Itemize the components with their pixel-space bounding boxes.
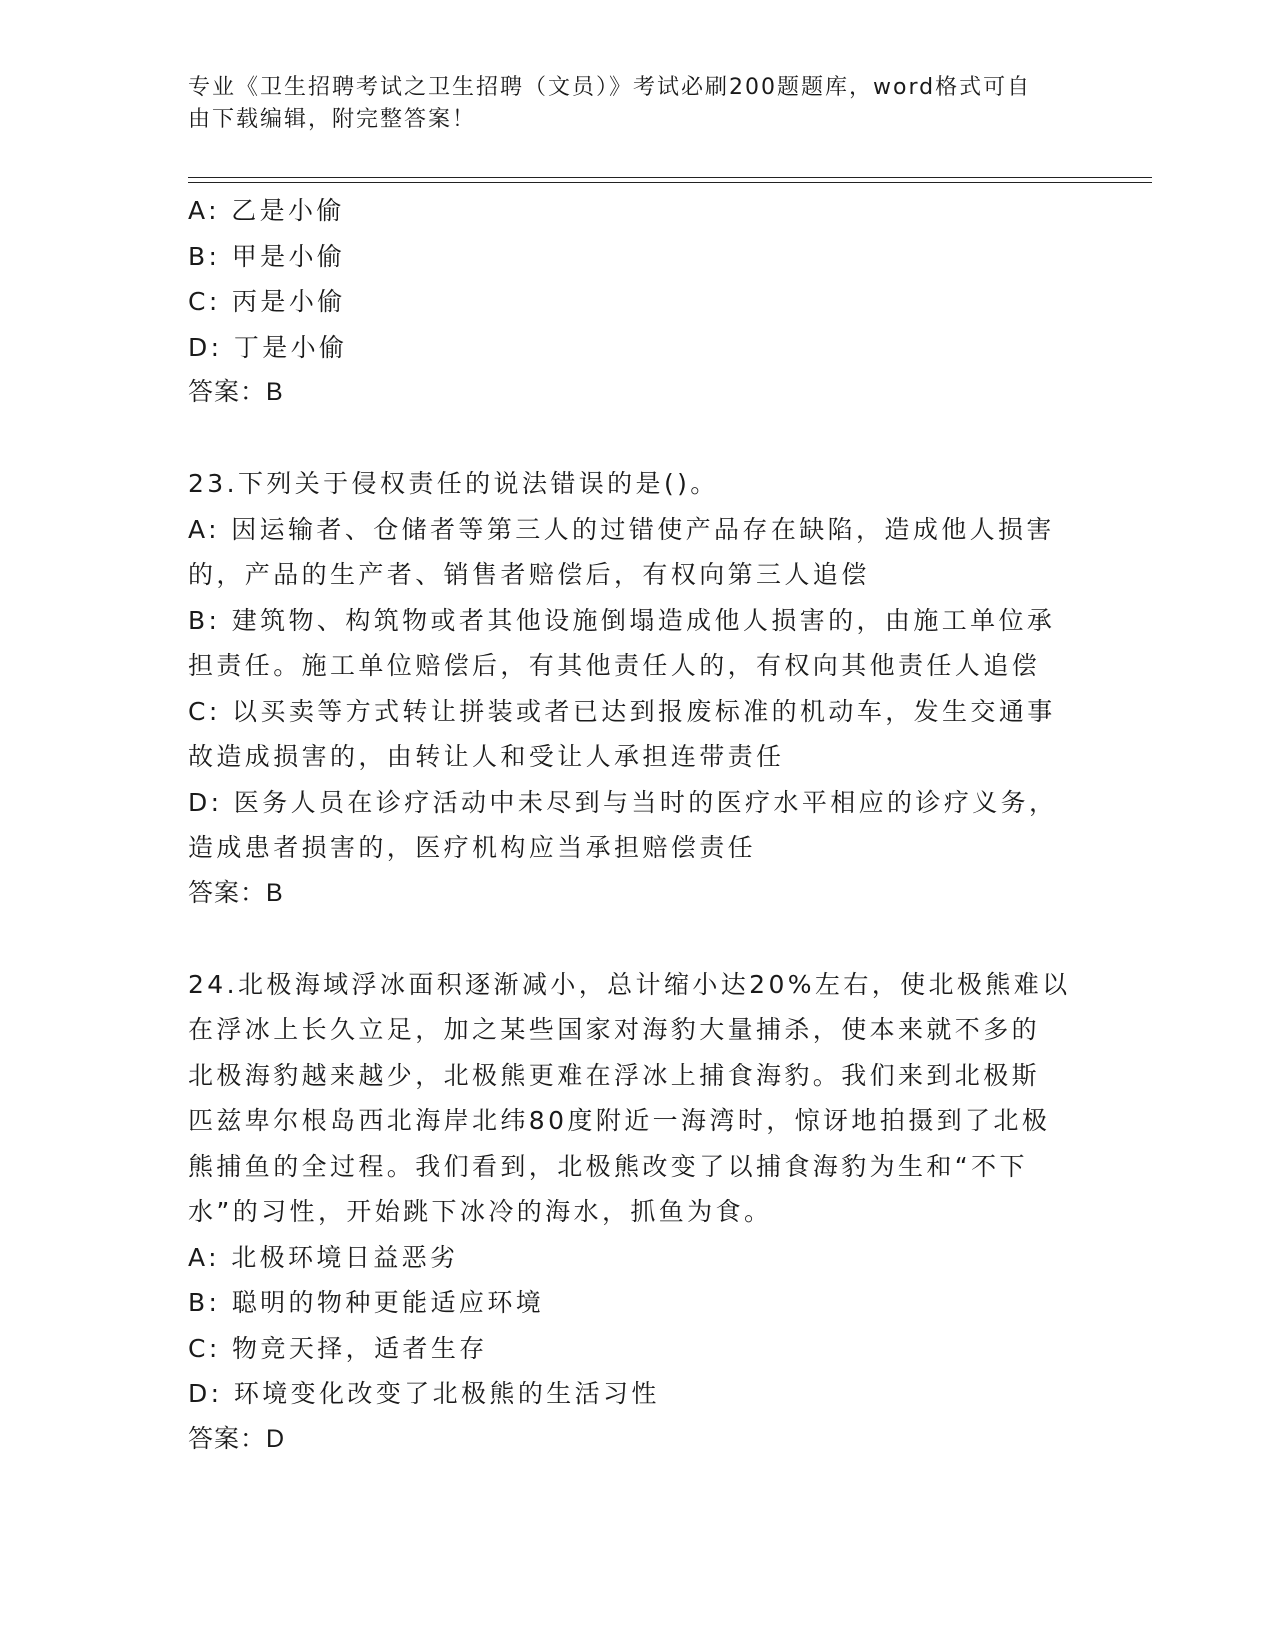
option-line: 造成患者损害的，医疗机构应当承担赔偿责任 xyxy=(188,833,757,862)
previous-question xyxy=(188,188,1088,416)
option-line: D: 医务人员在诊疗活动中未尽到与当时的医疗水平相应的诊疗义务， xyxy=(188,787,1058,817)
option-b: B: 甲是小偷 xyxy=(188,241,346,271)
question-stem-line: 熊捕鱼的全过程。我们看到，北极熊改变了以捕食海豹为生和“不下 xyxy=(188,1151,1028,1181)
option-line: 担责任。施工单位赔偿后，有其他责任人的，有权向其他责任人追偿 xyxy=(188,651,1041,680)
spacer xyxy=(188,916,1088,962)
question-23 xyxy=(188,461,1088,916)
header-divider xyxy=(188,182,1152,183)
answer-line: 答案：B xyxy=(188,378,284,406)
question-stem-line: 水”的习性，开始跳下冰冷的海水，抓鱼为食。 xyxy=(188,1197,773,1226)
option-line: 的，产品的生产者、销售者赔偿后，有权向第三人追偿 xyxy=(188,560,870,589)
option-c: C: 丙是小偷 xyxy=(188,287,346,316)
question-24 xyxy=(188,962,1088,1463)
header-divider xyxy=(188,177,1152,178)
option-d: D: 环境变化改变了北极熊的生活习性 xyxy=(188,1379,660,1408)
answer-line: 答案：D xyxy=(188,1424,286,1453)
option-line: A: 因运输者、仓储者等第三人的过错使产品存在缺陷，造成他人损害 xyxy=(188,514,1055,544)
question-stem-line: 匹兹卑尔根岛西北海岸北纬80度附近一海湾时，惊讶地拍摄到了北极 xyxy=(188,1106,1051,1135)
option-d: D: 丁是小偷 xyxy=(188,332,348,362)
option-c: C: 物竞天择，适者生存 xyxy=(188,1333,488,1363)
option-b: B: 聪明的物种更能适应环境 xyxy=(188,1288,545,1317)
header-line: 由下载编辑，附完整答案！ xyxy=(188,107,477,132)
option-a: A: 乙是小偷 xyxy=(188,196,345,225)
question-stem-line: 在浮冰上长久立足，加之某些国家对海豹大量捕杀，使本来就不多的 xyxy=(188,1015,1041,1044)
option-line: B: 建筑物、构筑物或者其他设施倒塌造成他人损害的，由施工单位承 xyxy=(188,605,1056,635)
document-body xyxy=(188,188,1088,1462)
question-stem-line: 北极海豹越来越少，北极熊更难在浮冰上捕食海豹。我们来到北极斯 xyxy=(188,1060,1041,1090)
document-header xyxy=(188,72,1068,136)
question-stem: 23.下列关于侵权责任的说法错误的是()。 xyxy=(188,469,719,498)
option-a: A: 北极环境日益恶劣 xyxy=(188,1242,459,1272)
question-stem-line: 24.北极海域浮冰面积逐渐减小，总计缩小达20%左右，使北极熊难以 xyxy=(188,969,1071,999)
answer-line: 答案：B xyxy=(188,878,284,907)
header-line: 专业《卫生招聘考试之卫生招聘（文员）》考试必刷200题题库，word格式可自 xyxy=(188,75,1032,100)
option-line: C: 以买卖等方式转让拼装或者已达到报废标准的机动车，发生交通事 xyxy=(188,696,1056,726)
spacer xyxy=(188,416,1088,462)
option-line: 故造成损害的，由转让人和受让人承担连带责任 xyxy=(188,742,785,771)
